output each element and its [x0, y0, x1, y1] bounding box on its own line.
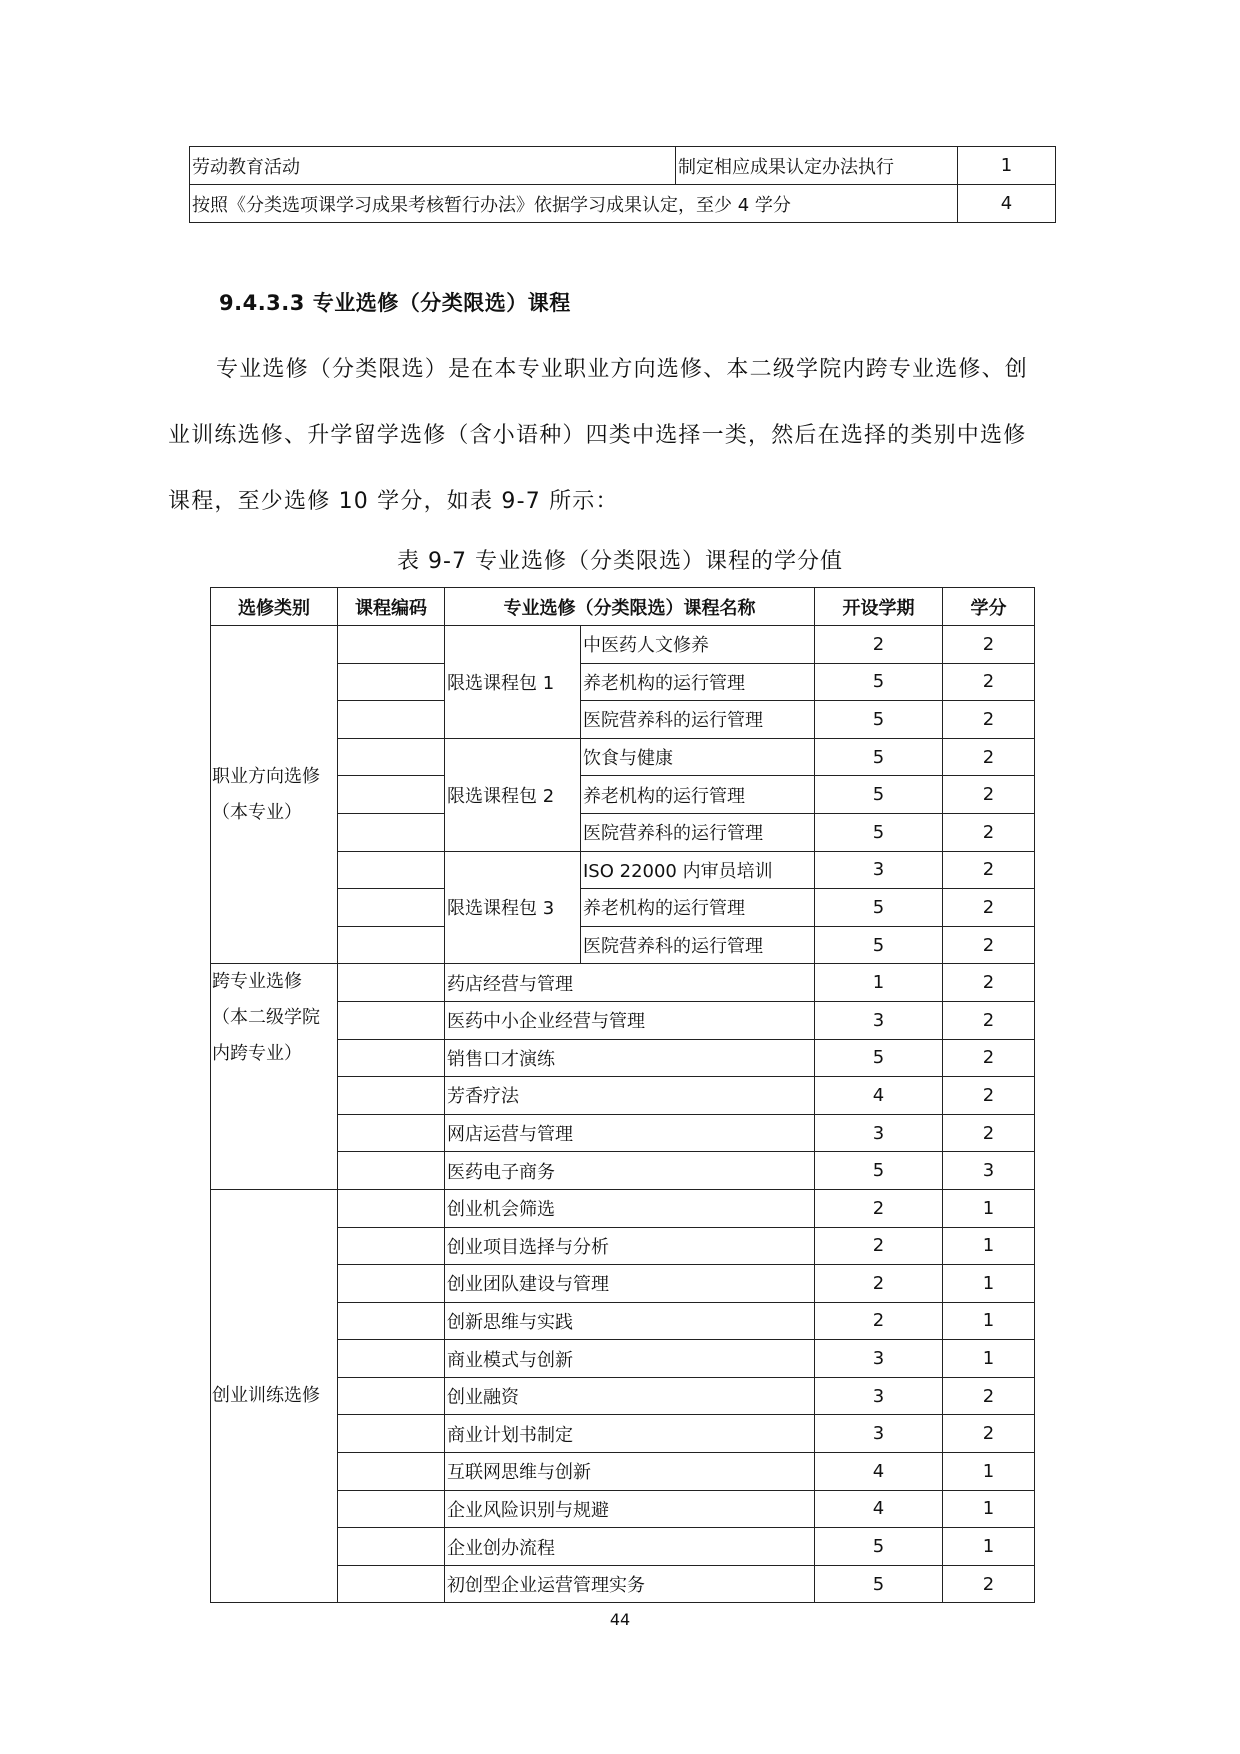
- column-header: 开设学期: [815, 588, 943, 626]
- course-credit: 3: [943, 1152, 1035, 1190]
- course-name: 创业项目选择与分析: [445, 1227, 815, 1265]
- course-name: 创业机会筛选: [445, 1189, 815, 1227]
- course-code-cell: [338, 964, 445, 1002]
- page-number: 44: [609, 1610, 631, 1629]
- course-term: 5: [815, 813, 943, 851]
- course-name: 医药电子商务: [445, 1152, 815, 1190]
- course-code-cell: [338, 1265, 445, 1303]
- course-code-cell: [338, 1565, 445, 1603]
- table-cell: 4: [958, 185, 1056, 223]
- course-name: 商业模式与创新: [445, 1340, 815, 1378]
- elective-course-table: [210, 587, 1035, 1603]
- course-term: 3: [815, 1001, 943, 1039]
- course-name: 药店经营与管理: [445, 964, 815, 1002]
- course-code-cell: [338, 813, 445, 851]
- course-term: 5: [815, 738, 943, 776]
- course-credit: 2: [943, 813, 1035, 851]
- course-name: 创新思维与实践: [445, 1302, 815, 1340]
- course-term: 3: [815, 851, 943, 889]
- course-name: 商业计划书制定: [445, 1415, 815, 1453]
- column-header: 专业选修（分类限选）课程名称: [445, 588, 815, 626]
- package-label: 限选课程包 2: [445, 738, 581, 851]
- course-name: 销售口才演练: [445, 1039, 815, 1077]
- credit-table-continued: [189, 146, 1056, 223]
- course-name: 企业风险识别与规避: [445, 1490, 815, 1528]
- course-name: 医院营养科的运行管理: [581, 926, 815, 964]
- course-credit: 2: [943, 1565, 1035, 1603]
- course-name: 医院营养科的运行管理: [581, 701, 815, 739]
- course-credit: 2: [943, 1415, 1035, 1453]
- course-term: 5: [815, 1039, 943, 1077]
- course-term: 3: [815, 1415, 943, 1453]
- course-term: 2: [815, 626, 943, 664]
- course-name: 互联网思维与创新: [445, 1453, 815, 1491]
- category-cell: [211, 626, 338, 964]
- table-row: [211, 626, 1035, 664]
- course-term: 4: [815, 1453, 943, 1491]
- course-credit: 2: [943, 776, 1035, 814]
- category-cell: [211, 1189, 338, 1603]
- course-term: 5: [815, 701, 943, 739]
- course-code-cell: [338, 1114, 445, 1152]
- section-heading: 9.4.3.3 专业选修（分类限选）课程: [219, 291, 571, 315]
- course-name: 企业创办流程: [445, 1528, 815, 1566]
- column-header: 选修类别: [211, 588, 338, 626]
- course-term: 2: [815, 1189, 943, 1227]
- course-term: 4: [815, 1077, 943, 1115]
- course-name: 创业融资: [445, 1377, 815, 1415]
- course-code-cell: [338, 1152, 445, 1190]
- course-term: 2: [815, 1302, 943, 1340]
- course-credit: 2: [943, 1077, 1035, 1115]
- course-code-cell: [338, 776, 445, 814]
- table-cell: 按照《分类选项课学习成果考核暂行办法》依据学习成果认定，至少 4 学分: [190, 185, 958, 223]
- course-credit: 1: [943, 1528, 1035, 1566]
- package-label: 限选课程包 1: [445, 626, 581, 739]
- table-row: [211, 1189, 1035, 1227]
- course-code-cell: [338, 1077, 445, 1115]
- course-credit: 2: [943, 964, 1035, 1002]
- course-term: 5: [815, 1152, 943, 1190]
- category-label-line: （本二级学院: [212, 1007, 320, 1029]
- course-code-cell: [338, 926, 445, 964]
- course-credit: 2: [943, 851, 1035, 889]
- category-label-line: 职业方向选修: [212, 765, 320, 787]
- course-code-cell: [338, 889, 445, 927]
- course-credit: 2: [943, 1001, 1035, 1039]
- course-code-cell: [338, 1377, 445, 1415]
- course-name: ISO 22000 内审员培训: [581, 851, 815, 889]
- course-name: 初创型企业运营管理实务: [445, 1565, 815, 1603]
- course-term: 5: [815, 926, 943, 964]
- category-label-line: （本专业）: [212, 801, 302, 823]
- course-code-cell: [338, 626, 445, 664]
- course-term: 5: [815, 663, 943, 701]
- course-term: 3: [815, 1377, 943, 1415]
- table-row: [211, 964, 1035, 1002]
- course-code-cell: [338, 738, 445, 776]
- course-credit: 1: [943, 1189, 1035, 1227]
- course-credit: 1: [943, 1265, 1035, 1303]
- course-name: 养老机构的运行管理: [581, 889, 815, 927]
- course-name: 医药中小企业经营与管理: [445, 1001, 815, 1039]
- table-cell: 制定相应成果认定办法执行: [676, 147, 958, 185]
- course-code-cell: [338, 851, 445, 889]
- course-name: 创业团队建设与管理: [445, 1265, 815, 1303]
- category-label-line: 跨专业选修: [212, 971, 302, 993]
- course-term: 2: [815, 1265, 943, 1303]
- course-credit: 2: [943, 626, 1035, 664]
- table-header-row: [211, 588, 1035, 626]
- course-name: 网店运营与管理: [445, 1114, 815, 1152]
- course-term: 2: [815, 1227, 943, 1265]
- course-credit: 1: [943, 1453, 1035, 1491]
- course-credit: 2: [943, 1114, 1035, 1152]
- course-name: 中医药人文修养: [581, 626, 815, 664]
- course-name: 养老机构的运行管理: [581, 663, 815, 701]
- course-code-cell: [338, 1340, 445, 1378]
- course-code-cell: [338, 1490, 445, 1528]
- course-credit: 2: [943, 1039, 1035, 1077]
- course-term: 5: [815, 889, 943, 927]
- table-row: [190, 147, 1056, 185]
- category-label-line: 内跨专业）: [212, 1043, 302, 1065]
- course-term: 5: [815, 776, 943, 814]
- paragraph-line: 课程，至少选修 10 学分，如表 9-7 所示：: [168, 489, 619, 514]
- course-code-cell: [338, 663, 445, 701]
- category-cell: [211, 964, 338, 1190]
- course-name: 医院营养科的运行管理: [581, 813, 815, 851]
- column-header: 课程编码: [338, 588, 445, 626]
- course-credit: 2: [943, 701, 1035, 739]
- course-term: 5: [815, 1528, 943, 1566]
- course-code-cell: [338, 1039, 445, 1077]
- course-name: 饮食与健康: [581, 738, 815, 776]
- course-credit: 1: [943, 1340, 1035, 1378]
- course-term: 4: [815, 1490, 943, 1528]
- table-cell: 1: [958, 147, 1056, 185]
- course-credit: 1: [943, 1490, 1035, 1528]
- course-code-cell: [338, 1189, 445, 1227]
- table-row: [190, 185, 1056, 223]
- course-credit: 2: [943, 889, 1035, 927]
- course-term: 3: [815, 1340, 943, 1378]
- course-credit: 2: [943, 663, 1035, 701]
- course-term: 5: [815, 1565, 943, 1603]
- course-credit: 1: [943, 1302, 1035, 1340]
- course-code-cell: [338, 1453, 445, 1491]
- course-name: 养老机构的运行管理: [581, 776, 815, 814]
- course-code-cell: [338, 1227, 445, 1265]
- course-credit: 2: [943, 926, 1035, 964]
- category-label-line: 创业训练选修: [212, 1385, 320, 1407]
- package-label: 限选课程包 3: [445, 851, 581, 964]
- paragraph-line: 业训练选修、升学留学选修（含小语种）四类中选择一类，然后在选择的类别中选修: [168, 423, 1027, 448]
- body-paragraph: [168, 337, 1088, 535]
- table-cell: 劳动教育活动: [190, 147, 676, 185]
- course-code-cell: [338, 1001, 445, 1039]
- course-credit: 1: [943, 1227, 1035, 1265]
- course-term: 3: [815, 1114, 943, 1152]
- course-credit: 2: [943, 738, 1035, 776]
- course-code-cell: [338, 1302, 445, 1340]
- course-code-cell: [338, 1528, 445, 1566]
- column-header: 学分: [943, 588, 1035, 626]
- table-caption: 表 9-7 专业选修（分类限选）课程的学分值: [397, 549, 843, 574]
- paragraph-line: 专业选修（分类限选）是在本专业职业方向选修、本二级学院内跨专业选修、创: [216, 357, 1029, 382]
- course-code-cell: [338, 1415, 445, 1453]
- course-name: 芳香疗法: [445, 1077, 815, 1115]
- course-code-cell: [338, 701, 445, 739]
- course-credit: 2: [943, 1377, 1035, 1415]
- course-term: 1: [815, 964, 943, 1002]
